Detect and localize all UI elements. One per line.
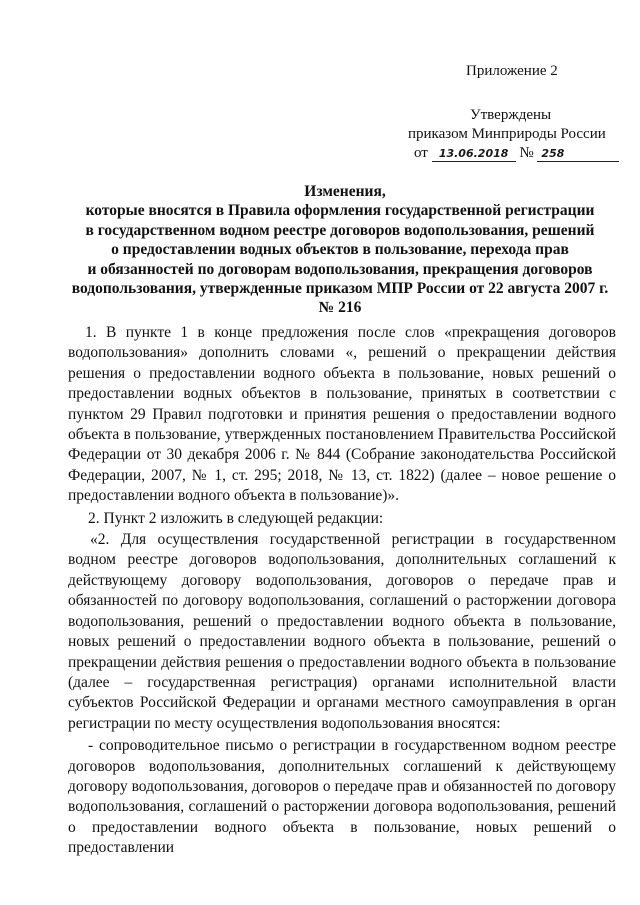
- paragraph-2: 2. Пункт 2 изложить в следующей редакции:: [88, 509, 384, 527]
- paragraph-3: «2. Для осуществления государственной регистрации в государственном водном реестре договоров водопользования, дополнительных соглашений к действующему договору водопользования, договоров о передаче прав и обязанностей по договору водопользования, соглашений о расторжении договора водопользования, решений о предоставлении водного объекта в пользование, новых решений о предоставлении водного объекта в пользование, решений о прекращении действия решения о предоставлении водного объекта в пользование (далее – государственная регистрация) органами исполнительной власти субъектов Российской Федерации и органами местного самоуправления в орган регистрации по месту осуществления водопользования вносятся:: [68, 531, 616, 732]
- approval-stamp-block: [408, 62, 618, 162]
- approved-label: Утверждены: [470, 107, 552, 123]
- heading-line: и обязанностей по договорам водопользования, прекращения договоров: [87, 260, 593, 278]
- heading-line: о предоставлении водных объектов в пользование, перехода прав: [111, 241, 569, 259]
- date-prefix: от: [414, 145, 428, 161]
- number-sign: №: [519, 145, 534, 161]
- order-date-field: [432, 146, 516, 162]
- heading-title: Изменения,: [304, 183, 386, 200]
- order-number-field: [537, 146, 619, 162]
- heading-line: в государственном водном реестре договоров водопользования, решений: [85, 221, 595, 239]
- handwritten-number: 258: [541, 147, 565, 160]
- heading-line: которые вносятся в Правила оформления государственной регистрации: [85, 202, 595, 220]
- document-body: [68, 323, 616, 860]
- paragraph-4: - сопроводительное письмо о регистрации в государственном водном реестре договоров водопользования, дополнительных соглашений к действующему договору водопользования, договоров о передаче прав и обязанностей по договору водопользования, соглашений о расторжении договора водопользования, решений о предоставлении водного объекта в пользование, новых решений о предоставлении: [68, 737, 616, 857]
- document-heading: [60, 182, 620, 318]
- order-issuer: приказом Минприроды России: [408, 126, 606, 142]
- order-date-number-line: [414, 144, 618, 162]
- heading-line: № 216: [318, 299, 362, 317]
- paragraph-1: 1. В пункте 1 в конце предложения после слов «прекращения договоров водопользования» дополнить словами «, решений о прекращении действия решения о предоставлении водного объекта в пользование, новых решений о предоставлении водных объектов в пользование, принятых в соответствии с пунктом 29 Правил подготовки и принятия решения о предоставлении водного объекта в пользование, утвержденных постановлением Правительства Российской Федерации от 30 декабря 2006 г. № 844 (Собрание законодательства Российской Федерации, 2007, № 1, ст. 295; 2018, № 13, ст. 1822) (далее – новое решение о предоставлении водного объекта в пользование)».: [68, 324, 616, 505]
- appendix-label: Приложение 2: [466, 63, 558, 79]
- heading-line: водопользования, утвержденные приказом МПР России от 22 августа 2007 г.: [71, 280, 609, 298]
- handwritten-date: 13.06.2018: [438, 147, 509, 160]
